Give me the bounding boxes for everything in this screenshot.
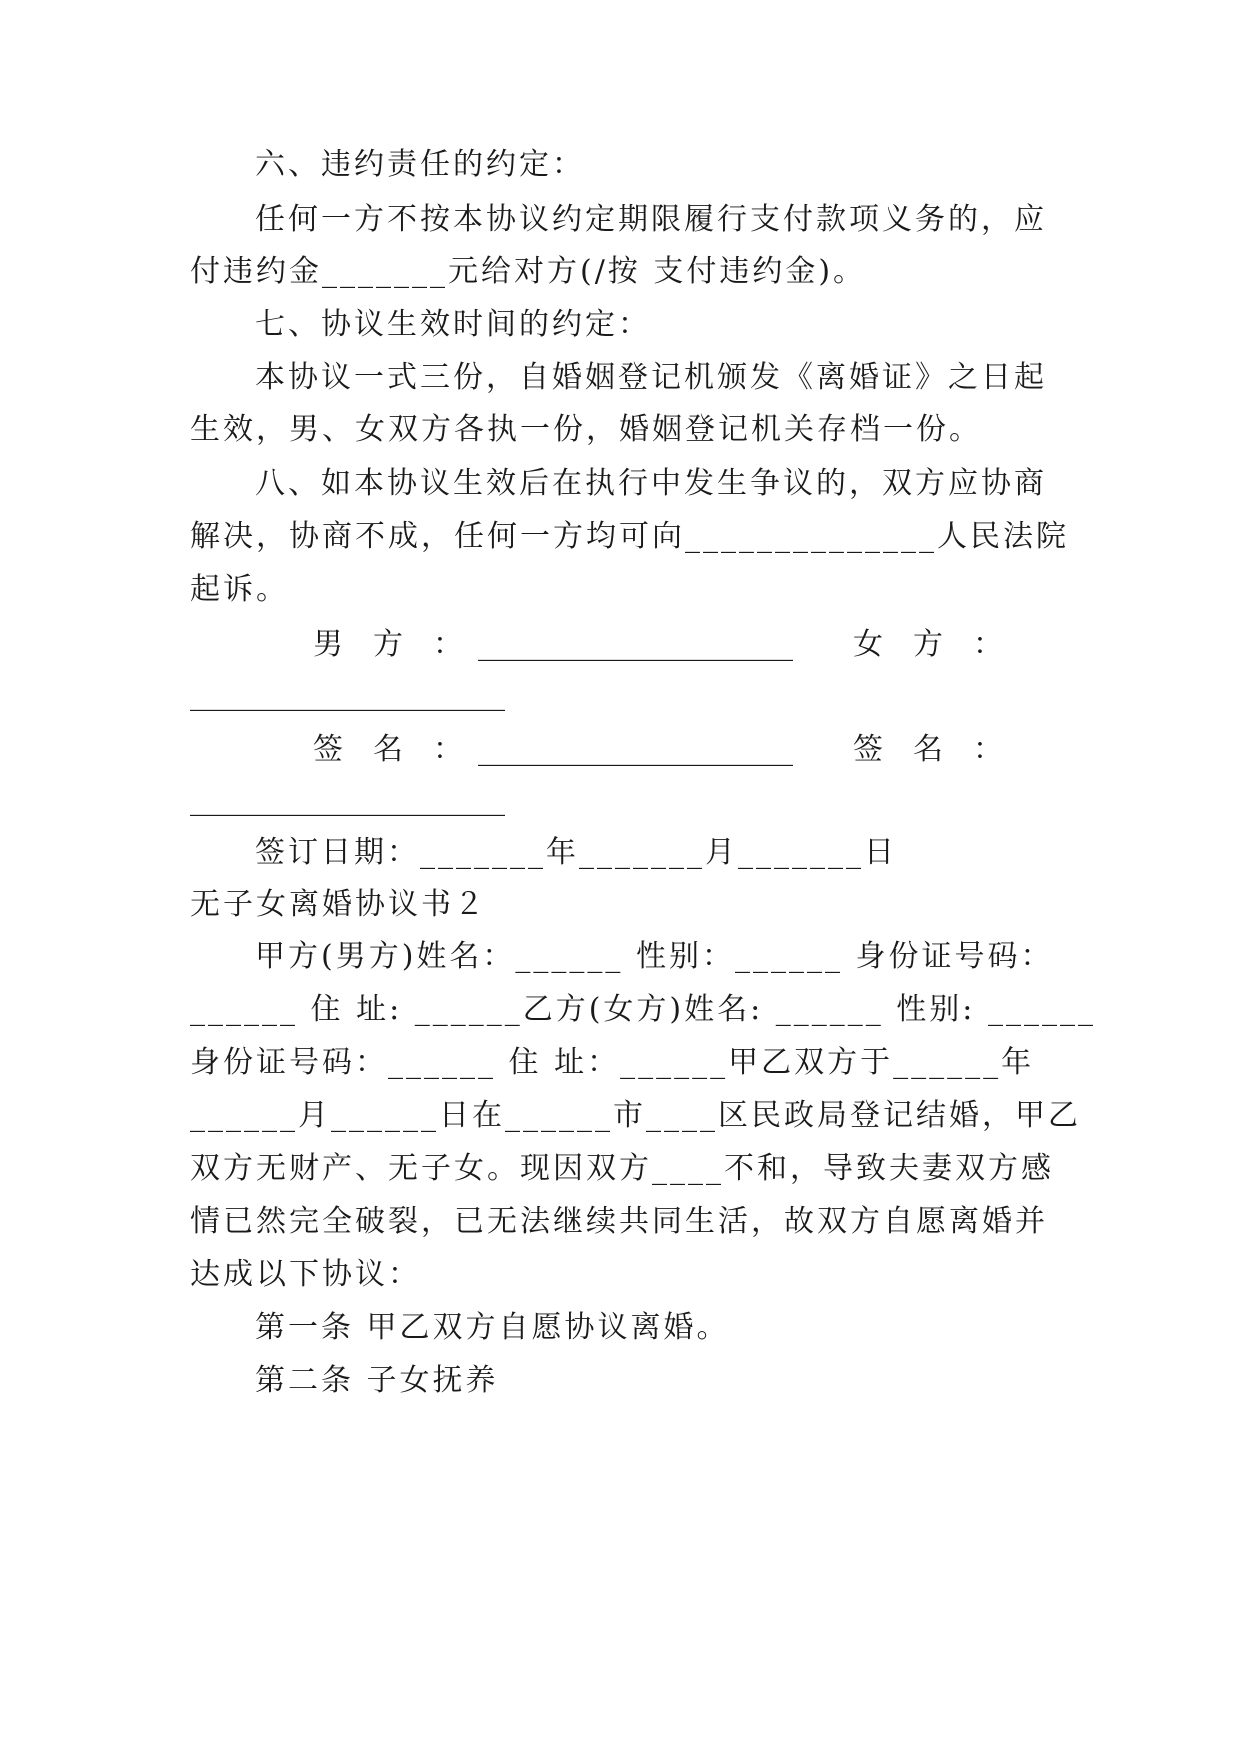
document-title: 无子女离婚协议书２ [190,887,487,922]
paragraph-line: 身份证号码：______ 住 址：______甲乙双方于______年 [190,1045,1035,1080]
section-heading-breach-liability: 六、违约责任的约定： [255,147,585,182]
signature-blank-line: _____________________ [190,782,505,817]
paragraph-line: 解决，协商不成，任何一方均可向______________人民法院 [190,519,1069,554]
paragraph-line: 双方无财产、无子女。现因双方____不和，导致夫妻双方感 [190,1151,1054,1186]
paragraph-line: ______月______日在______市____区民政局登记结婚，甲乙 [190,1098,1081,1133]
section-heading-effective-time: 七、协议生效时间的约定： [255,307,651,342]
paragraph-line: 甲方(男方)姓名：______ 性别：______ 身份证号码： [255,939,1054,974]
paragraph-line: 付违约金_______元给对方(/按 支付违约金)。 [190,254,867,289]
article-two: 第二条 子女抚养 [255,1363,499,1398]
signature-party-line: 男 方 ： _____________________ 女 方 ： [313,627,1003,662]
paragraph-line: 起诉。 [190,572,289,607]
signature-blank-line: _____________________ [190,677,505,712]
signing-date-line: 签订日期：_______年_______月_______日 [255,835,897,870]
paragraph-line: 本协议一式三份，自婚姻登记机颁发《离婚证》之日起 [255,360,1047,395]
paragraph-line: ______ 住 址: ______乙方(女方)姓名: ______ 性别: ______ [190,992,1096,1027]
signature-name-line: 签 名 ： _____________________ 签 名 ： [313,732,1003,767]
paragraph-line: 生效，男、女双方各执一份，婚姻登记机关存档一份。 [190,412,982,447]
article-one: 第一条 甲乙双方自愿协议离婚。 [255,1310,730,1345]
paragraph-line: 八、如本协议生效后在执行中发生争议的，双方应协商 [255,466,1047,501]
paragraph-line: 任何一方不按本协议约定期限履行支付款项义务的，应 [255,202,1047,237]
paragraph-line: 情已然完全破裂，已无法继续共同生活，故双方自愿离婚并 [190,1204,1048,1239]
paragraph-line: 达成以下协议： [190,1257,421,1292]
